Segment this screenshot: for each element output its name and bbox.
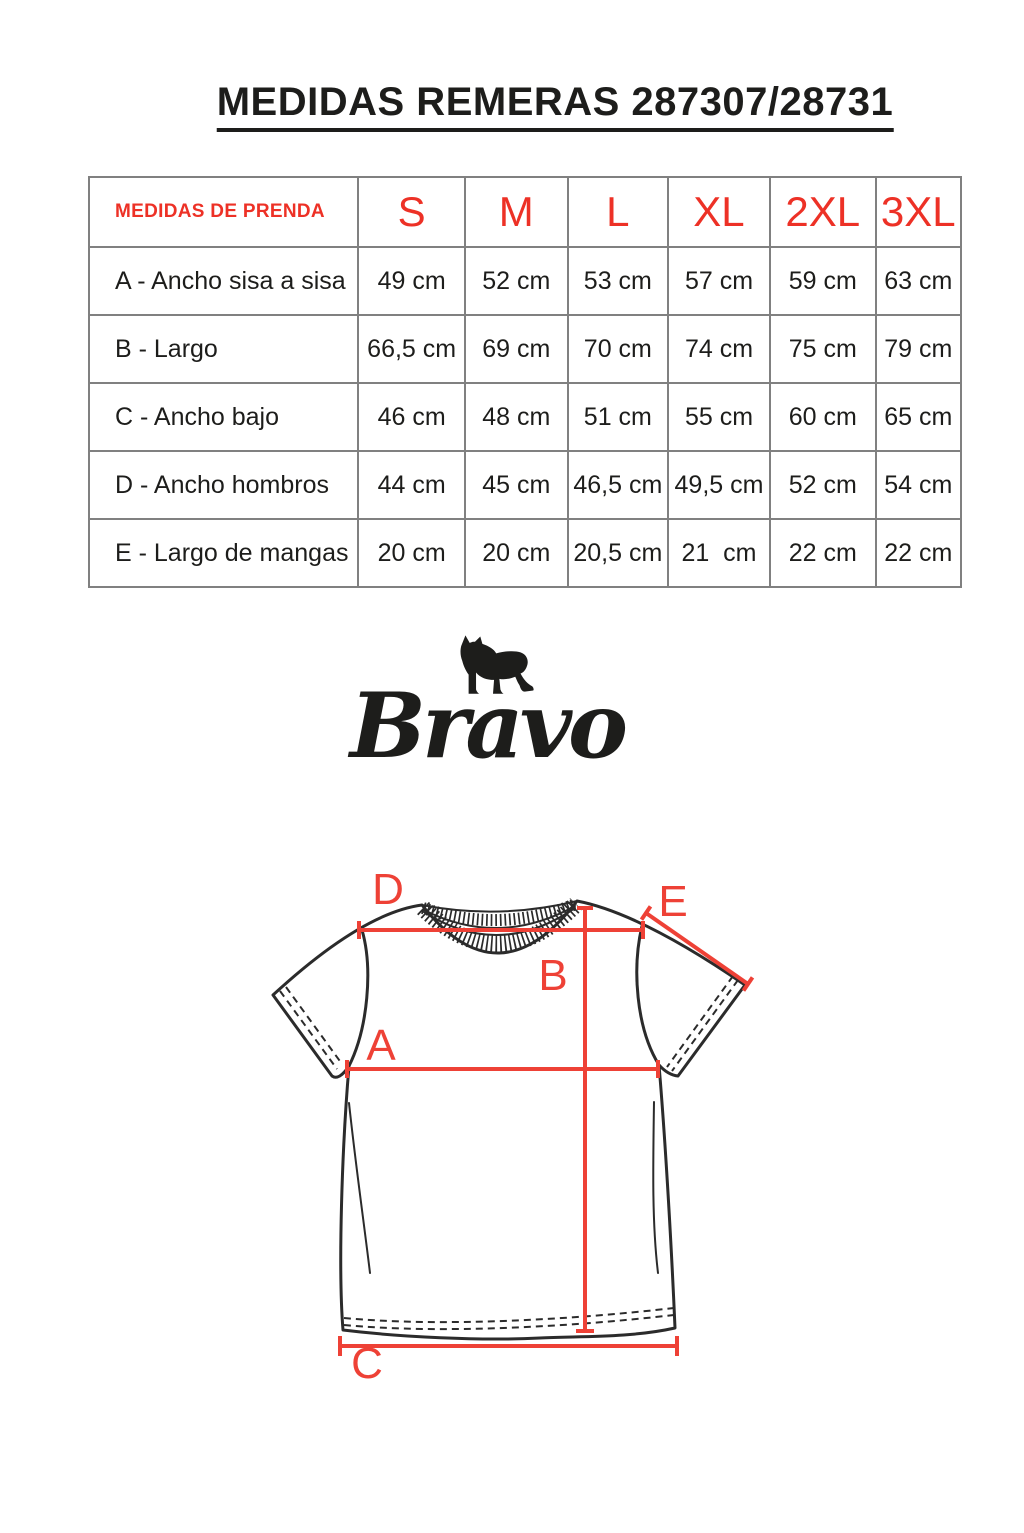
measurement-value: 75 cm [770, 315, 876, 383]
label-e: E [658, 877, 688, 926]
page-title: MEDIDAS REMERAS 287307/28731 [217, 80, 894, 132]
table-row [89, 315, 961, 383]
table-row [89, 383, 961, 451]
measurement-value: 66,5 cm [358, 315, 464, 383]
measurement-value: 52 cm [465, 247, 568, 315]
size-header-s: S [358, 177, 464, 247]
measurement-value: 20,5 cm [568, 519, 668, 587]
measurement-value: 22 cm [876, 519, 962, 587]
measurement-value: 65 cm [876, 383, 962, 451]
table-header-row [89, 177, 961, 247]
measurement-value: 21 cm [668, 519, 770, 587]
size-header-3xl: 3XL [876, 177, 962, 247]
measurement-value: 48 cm [465, 383, 568, 451]
measurement-value: 60 cm [770, 383, 876, 451]
row-label: B - Largo [89, 315, 358, 383]
label-c: C [351, 1339, 383, 1388]
table-row [89, 451, 961, 519]
measurement-value: 53 cm [568, 247, 668, 315]
measurement-value: 55 cm [668, 383, 770, 451]
measurement-value: 46 cm [358, 383, 464, 451]
measurement-value: 45 cm [465, 451, 568, 519]
measurement-value: 22 cm [770, 519, 876, 587]
size-table [88, 176, 962, 588]
measurement-value: 57 cm [668, 247, 770, 315]
size-header-m: M [465, 177, 568, 247]
measurement-value: 79 cm [876, 315, 962, 383]
measurement-value: 49 cm [358, 247, 464, 315]
measure-line-b [576, 908, 594, 1331]
label-b: B [538, 951, 568, 1000]
row-label: C - Ancho bajo [89, 383, 358, 451]
row-label: E - Largo de mangas [89, 519, 358, 587]
measurement-value: 74 cm [668, 315, 770, 383]
measurement-value: 52 cm [770, 451, 876, 519]
size-header-l: L [568, 177, 668, 247]
measurement-value: 69 cm [465, 315, 568, 383]
measurement-value: 20 cm [358, 519, 464, 587]
measurement-value: 54 cm [876, 451, 962, 519]
measures-header-cell: MEDIDAS DE PRENDA [89, 177, 358, 247]
measurement-value: 44 cm [358, 451, 464, 519]
label-a: A [366, 1021, 396, 1070]
row-label: D - Ancho hombros [89, 451, 358, 519]
size-header-xl: XL [668, 177, 770, 247]
measurement-value: 51 cm [568, 383, 668, 451]
table-row [89, 247, 961, 315]
brand-wordmark: Bravo [349, 673, 625, 779]
measurement-value: 63 cm [876, 247, 962, 315]
measurement-value: 20 cm [465, 519, 568, 587]
measurement-value: 59 cm [770, 247, 876, 315]
measurement-value: 49,5 cm [668, 451, 770, 519]
tshirt-outline [273, 901, 745, 1339]
tshirt-measurement-diagram [240, 868, 780, 1428]
row-label: A - Ancho sisa a sisa [89, 247, 358, 315]
table-row [89, 519, 961, 587]
measurement-value: 46,5 cm [568, 451, 668, 519]
label-d: D [372, 868, 404, 914]
measurement-value: 70 cm [568, 315, 668, 383]
size-header-2xl: 2XL [770, 177, 876, 247]
